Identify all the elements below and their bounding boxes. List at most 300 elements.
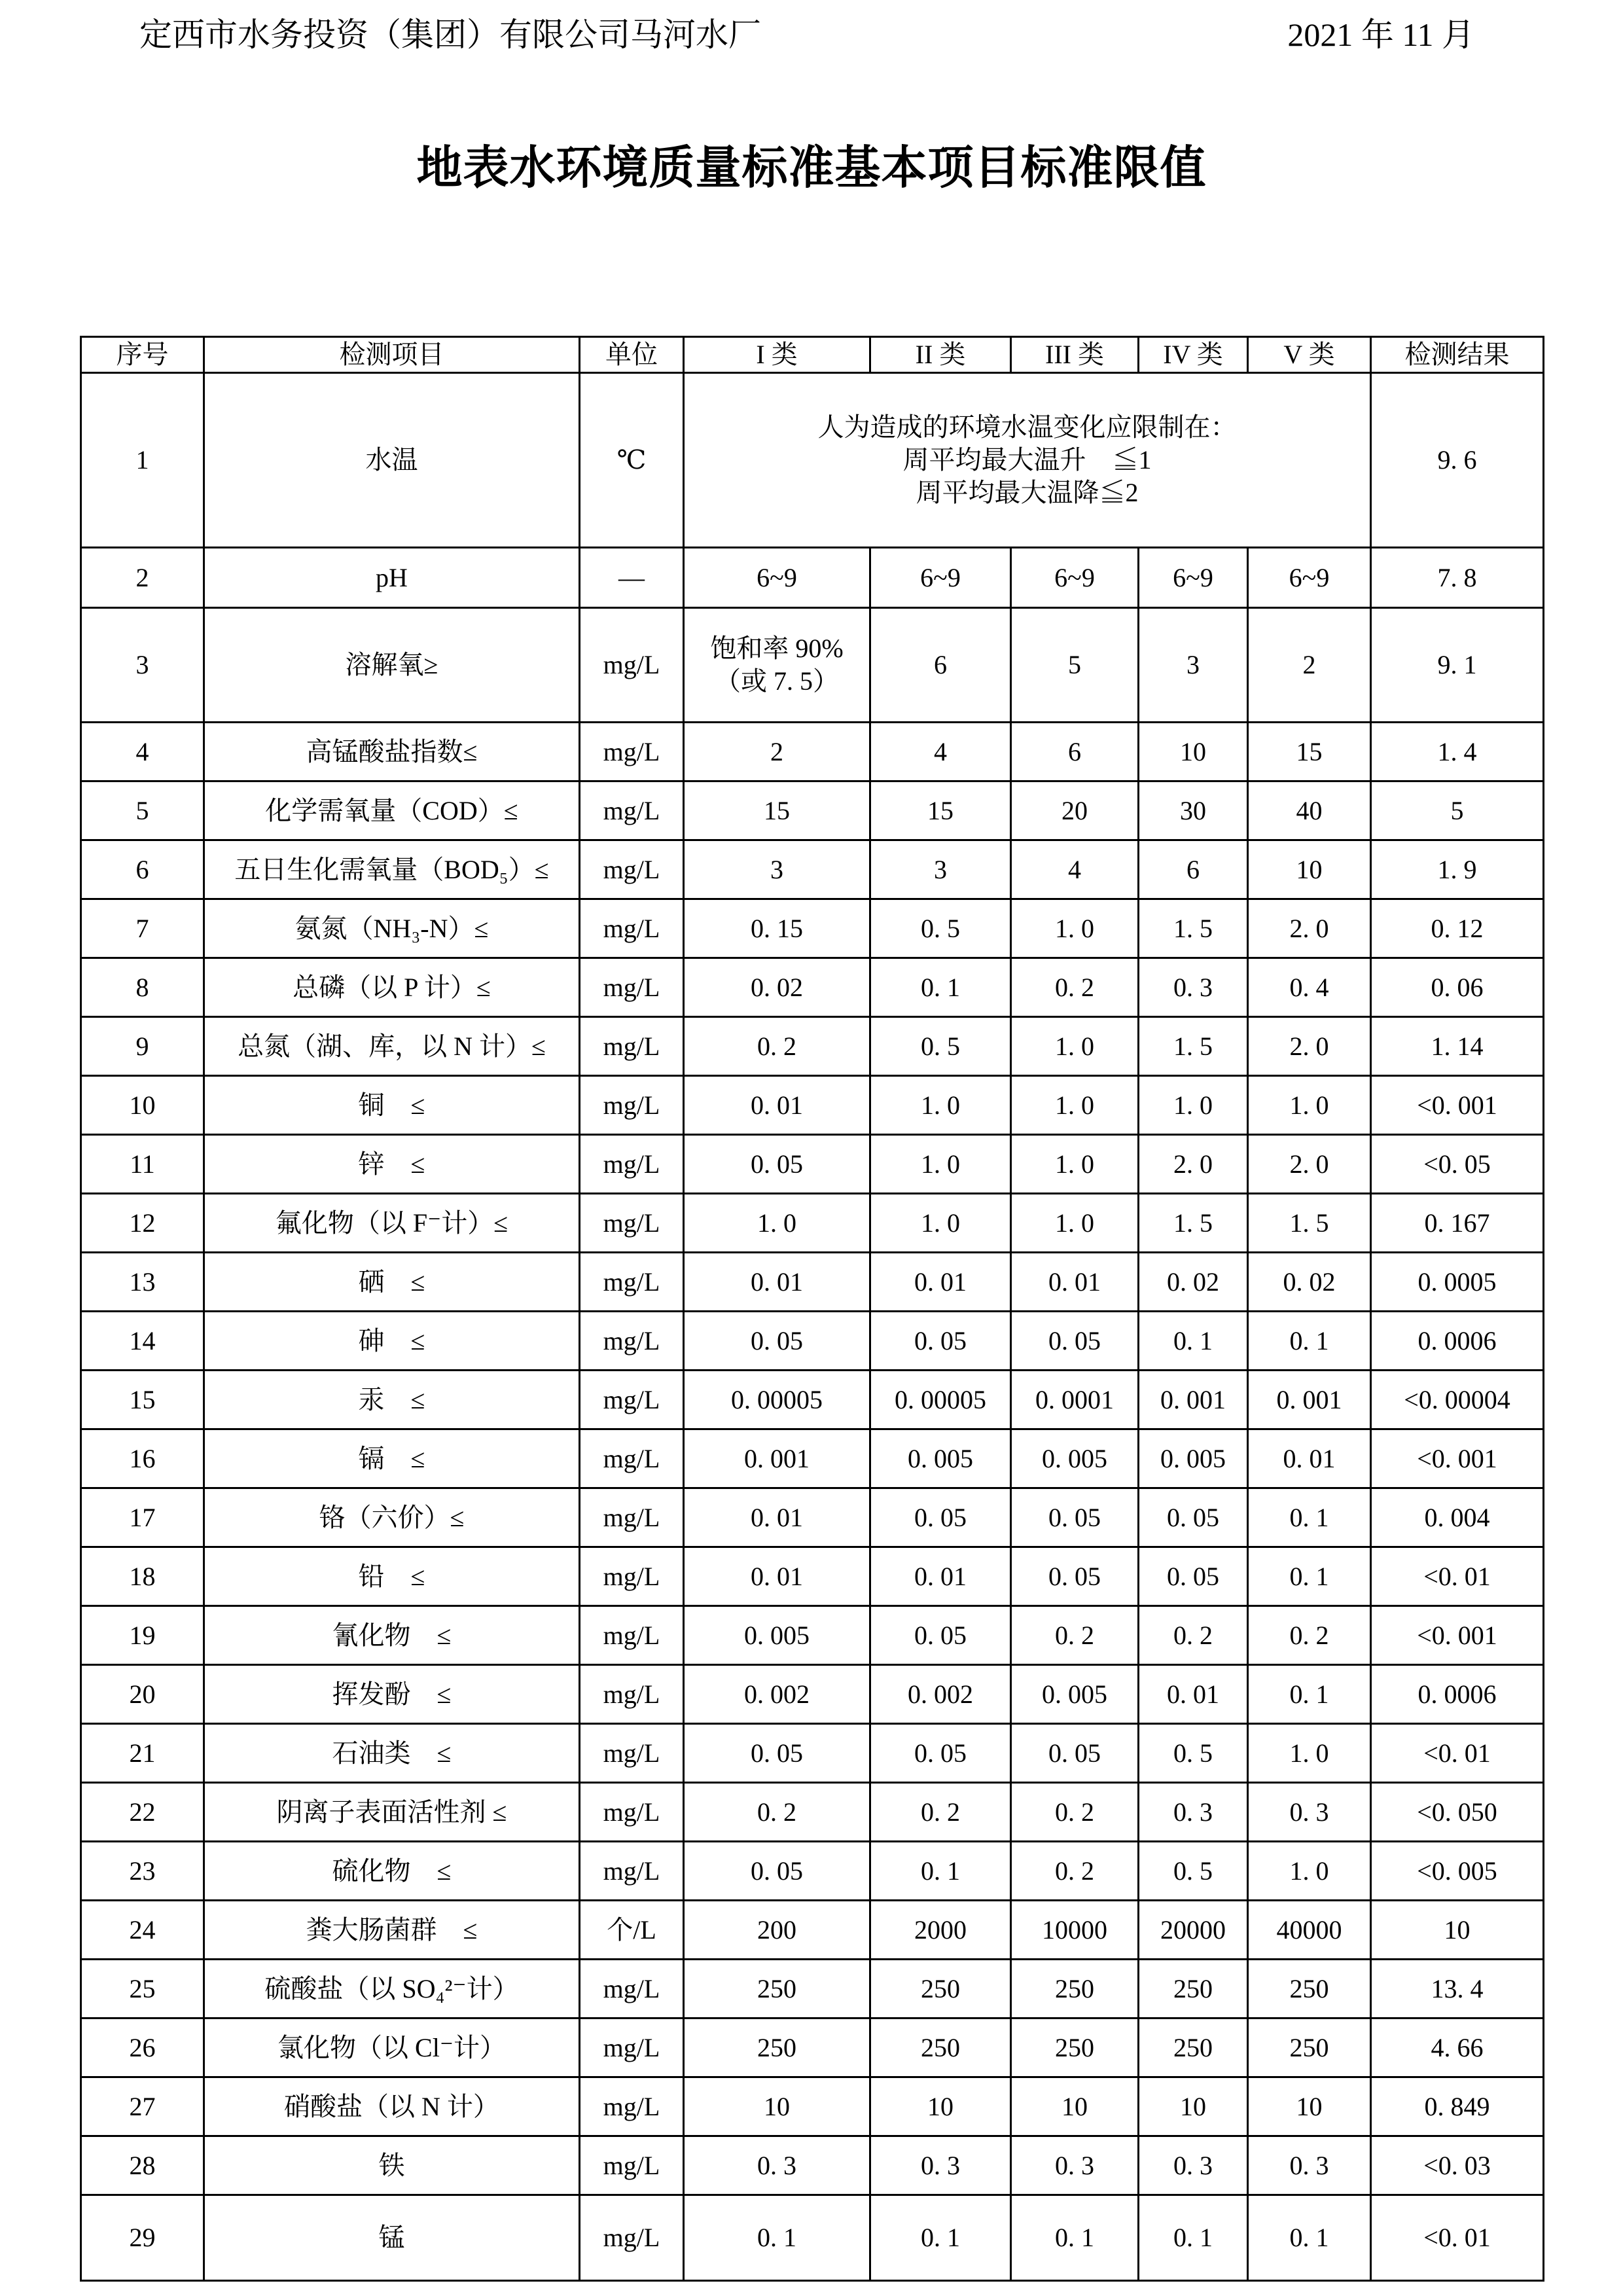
cell-class-1: 0. 00005 bbox=[684, 1371, 870, 1429]
cell-unit: mg/L bbox=[580, 2136, 684, 2195]
col-header-class3: III 类 bbox=[1011, 337, 1139, 373]
cell-class-5: 0. 1 bbox=[1248, 1547, 1371, 1606]
cell-class-3: 250 bbox=[1011, 1960, 1139, 2018]
page-header bbox=[139, 14, 1474, 55]
cell-class-5: 250 bbox=[1248, 2018, 1371, 2077]
cell-seq: 15 bbox=[81, 1371, 204, 1429]
cell-seq: 23 bbox=[81, 1842, 204, 1901]
cell-class-2: 0. 1 bbox=[870, 958, 1011, 1017]
cell-class-4: 0. 3 bbox=[1139, 1783, 1248, 1842]
cell-class-2: 0. 005 bbox=[870, 1429, 1011, 1488]
cell-class-4: 0. 1 bbox=[1139, 2195, 1248, 2281]
cell-item: 氨氮（NH₃-N）≤ bbox=[204, 899, 580, 958]
cell-unit: mg/L bbox=[580, 1076, 684, 1135]
cell-class-4: 0. 001 bbox=[1139, 1371, 1248, 1429]
cell-class-5: 0. 3 bbox=[1248, 2136, 1371, 2195]
cell-unit: mg/L bbox=[580, 1606, 684, 1665]
cell-class-5: 1. 0 bbox=[1248, 1724, 1371, 1783]
cell-class-2: 0. 00005 bbox=[870, 1371, 1011, 1429]
cell-class-1: 10 bbox=[684, 2077, 870, 2136]
cell-seq: 20 bbox=[81, 1665, 204, 1724]
cell-item: 氰化物 ≤ bbox=[204, 1606, 580, 1665]
cell-class-1 bbox=[684, 608, 870, 723]
cell-class-1: 0. 01 bbox=[684, 1076, 870, 1135]
table-row bbox=[81, 899, 1544, 958]
col-header-item: 检测项目 bbox=[204, 337, 580, 373]
table-row bbox=[81, 1371, 1544, 1429]
cell-item: 石油类 ≤ bbox=[204, 1724, 580, 1783]
cell-class-1: 3 bbox=[684, 840, 870, 899]
cell-result: 13. 4 bbox=[1371, 1960, 1544, 2018]
cell-seq: 24 bbox=[81, 1901, 204, 1960]
cell-result: 9. 6 bbox=[1371, 373, 1544, 548]
cell-class-5: 0. 1 bbox=[1248, 2195, 1371, 2281]
cell-class-3: 0. 01 bbox=[1011, 1253, 1139, 1312]
cell-class-2: 0. 05 bbox=[870, 1312, 1011, 1371]
cell-class-3: 0. 05 bbox=[1011, 1488, 1139, 1547]
cell-class-4: 10 bbox=[1139, 2077, 1248, 2136]
cell-seq: 28 bbox=[81, 2136, 204, 2195]
cell-class-2: 1. 0 bbox=[870, 1194, 1011, 1253]
cell-item: 阴离子表面活性剂 ≤ bbox=[204, 1783, 580, 1842]
cell-seq: 18 bbox=[81, 1547, 204, 1606]
table-row bbox=[81, 1665, 1544, 1724]
cell-result: 1. 14 bbox=[1371, 1017, 1544, 1076]
cell-class-5: 0. 3 bbox=[1248, 1783, 1371, 1842]
table-row bbox=[81, 1017, 1544, 1076]
cell-item: 镉 ≤ bbox=[204, 1429, 580, 1488]
cell-unit: mg/L bbox=[580, 1665, 684, 1724]
cell-item: 总氮（湖、库，以 N 计）≤ bbox=[204, 1017, 580, 1076]
cell-class-1: 0. 1 bbox=[684, 2195, 870, 2281]
cell-class-2: 6~9 bbox=[870, 548, 1011, 608]
cell-item: 高锰酸盐指数≤ bbox=[204, 723, 580, 781]
table-row bbox=[81, 1488, 1544, 1547]
cell-unit: mg/L bbox=[580, 899, 684, 958]
cell-class-3: 250 bbox=[1011, 2018, 1139, 2077]
cell-class-1: 0. 01 bbox=[684, 1253, 870, 1312]
cell-class-5: 1. 0 bbox=[1248, 1842, 1371, 1901]
cell-class-3: 1. 0 bbox=[1011, 1194, 1139, 1253]
cell-item: 汞 ≤ bbox=[204, 1371, 580, 1429]
cell-class-1: 0. 005 bbox=[684, 1606, 870, 1665]
cell-item: 硒 ≤ bbox=[204, 1253, 580, 1312]
cell-item: 挥发酚 ≤ bbox=[204, 1665, 580, 1724]
cell-item: 溶解氧≥ bbox=[204, 608, 580, 723]
table-row bbox=[81, 548, 1544, 608]
cell-class-3: 1. 0 bbox=[1011, 1135, 1139, 1194]
cell-seq: 7 bbox=[81, 899, 204, 958]
cell-class-1: 0. 05 bbox=[684, 1135, 870, 1194]
cell-class-2: 0. 3 bbox=[870, 2136, 1011, 2195]
cell-class-3: 1. 0 bbox=[1011, 1017, 1139, 1076]
table-header bbox=[81, 337, 1544, 373]
cell-class-5: 0. 1 bbox=[1248, 1665, 1371, 1724]
cell-result: 0. 849 bbox=[1371, 2077, 1544, 2136]
cell-item: 锰 bbox=[204, 2195, 580, 2281]
cell-class-3: 6~9 bbox=[1011, 548, 1139, 608]
table-row bbox=[81, 840, 1544, 899]
cell-class-2: 0. 5 bbox=[870, 899, 1011, 958]
cell-class-1: 0. 05 bbox=[684, 1842, 870, 1901]
cell-class-4: 20000 bbox=[1139, 1901, 1248, 1960]
cell-result: <0. 05 bbox=[1371, 1135, 1544, 1194]
cell-result: 7. 8 bbox=[1371, 548, 1544, 608]
cell-class-3: 6 bbox=[1011, 723, 1139, 781]
cell-class-2: 0. 01 bbox=[870, 1253, 1011, 1312]
report-date: 2021 年 11 月 bbox=[1287, 16, 1474, 53]
cell-result: 0. 06 bbox=[1371, 958, 1544, 1017]
cell-class-1: 0. 05 bbox=[684, 1312, 870, 1371]
table-row bbox=[81, 1901, 1544, 1960]
cell-class-5: 1. 0 bbox=[1248, 1076, 1371, 1135]
cell-class-2: 0. 1 bbox=[870, 2195, 1011, 2281]
table-row bbox=[81, 1194, 1544, 1253]
cell-class-2: 250 bbox=[870, 1960, 1011, 2018]
cell-result: 1. 9 bbox=[1371, 840, 1544, 899]
cell-class-1: 0. 2 bbox=[684, 1783, 870, 1842]
table-row bbox=[81, 1135, 1544, 1194]
cell-unit: mg/L bbox=[580, 723, 684, 781]
cell-item: 硫酸盐（以 SO₄²⁻计） bbox=[204, 1960, 580, 2018]
cell-seq: 29 bbox=[81, 2195, 204, 2281]
cell-class-4: 0. 3 bbox=[1139, 958, 1248, 1017]
cell-class-3: 20 bbox=[1011, 781, 1139, 840]
cell-class-2: 6 bbox=[870, 608, 1011, 723]
cell-class-1: 0. 001 bbox=[684, 1429, 870, 1488]
cell-item: 水温 bbox=[204, 373, 580, 548]
cell-class-5: 0. 4 bbox=[1248, 958, 1371, 1017]
cell-result: 0. 004 bbox=[1371, 1488, 1544, 1547]
cell-result: <0. 005 bbox=[1371, 1842, 1544, 1901]
cell-class-3: 0. 005 bbox=[1011, 1665, 1139, 1724]
cell-class-5: 10 bbox=[1248, 840, 1371, 899]
cell-seq: 1 bbox=[81, 373, 204, 548]
cell-unit: mg/L bbox=[580, 1135, 684, 1194]
cell-class-3: 0. 005 bbox=[1011, 1429, 1139, 1488]
cell-class-4: 0. 005 bbox=[1139, 1429, 1248, 1488]
cell-class-3: 0. 05 bbox=[1011, 1547, 1139, 1606]
cell-class-4: 250 bbox=[1139, 1960, 1248, 2018]
cell-class-1: 1. 0 bbox=[684, 1194, 870, 1253]
cell-result: <0. 001 bbox=[1371, 1076, 1544, 1135]
cell-unit: mg/L bbox=[580, 1017, 684, 1076]
cell-unit: mg/L bbox=[580, 1842, 684, 1901]
cell-unit: ℃ bbox=[580, 373, 684, 548]
table-row bbox=[81, 2018, 1544, 2077]
cell-class-4: 1. 5 bbox=[1139, 1017, 1248, 1076]
cell-unit: — bbox=[580, 548, 684, 608]
cell-class-3: 0. 0001 bbox=[1011, 1371, 1139, 1429]
cell-unit: mg/L bbox=[580, 608, 684, 723]
cell-class-4: 30 bbox=[1139, 781, 1248, 840]
cell-class-5: 0. 1 bbox=[1248, 1488, 1371, 1547]
cell-class-1: 0. 01 bbox=[684, 1547, 870, 1606]
col-header-class4: IV 类 bbox=[1139, 337, 1248, 373]
cell-item: 氯化物（以 Cl⁻计） bbox=[204, 2018, 580, 2077]
cell-result: 0. 0006 bbox=[1371, 1665, 1544, 1724]
cell-class-2: 0. 01 bbox=[870, 1547, 1011, 1606]
page-title: 地表水环境质量标准基本项目标准限值 bbox=[416, 143, 1207, 194]
cell-result: 10 bbox=[1371, 1901, 1544, 1960]
cell-class-4: 0. 5 bbox=[1139, 1842, 1248, 1901]
cell-result: 0. 0006 bbox=[1371, 1312, 1544, 1371]
cell-item: 铜 ≤ bbox=[204, 1076, 580, 1135]
cell-class-3: 10 bbox=[1011, 2077, 1139, 2136]
cell-unit: mg/L bbox=[580, 781, 684, 840]
table-row bbox=[81, 2195, 1544, 2281]
cell-class-2: 4 bbox=[870, 723, 1011, 781]
cell-class-2: 3 bbox=[870, 840, 1011, 899]
cell-result: <0. 01 bbox=[1371, 2195, 1544, 2281]
cell-unit: mg/L bbox=[580, 958, 684, 1017]
col-header-seq: 序号 bbox=[81, 337, 204, 373]
cell-class-5: 2. 0 bbox=[1248, 1017, 1371, 1076]
cell-item: 硝酸盐（以 N 计） bbox=[204, 2077, 580, 2136]
cell-class-1: 200 bbox=[684, 1901, 870, 1960]
cell-class-5: 15 bbox=[1248, 723, 1371, 781]
cell-class-4: 1. 5 bbox=[1139, 899, 1248, 958]
col-header-result: 检测结果 bbox=[1371, 337, 1544, 373]
cell-class-1: 0. 3 bbox=[684, 2136, 870, 2195]
table-row bbox=[81, 1076, 1544, 1135]
cell-note-line: 人为造成的环境水温变化应限制在： bbox=[817, 412, 1237, 442]
cell-unit: mg/L bbox=[580, 2195, 684, 2281]
cell-class-1: 250 bbox=[684, 2018, 870, 2077]
cell-unit: mg/L bbox=[580, 840, 684, 899]
header-row bbox=[81, 337, 1544, 373]
cell-class-3: 0. 05 bbox=[1011, 1724, 1139, 1783]
table-row bbox=[81, 1960, 1544, 2018]
cell-class-2: 0. 1 bbox=[870, 1842, 1011, 1901]
table-row bbox=[81, 1312, 1544, 1371]
cell-unit: mg/L bbox=[580, 1194, 684, 1253]
cell-result: 1. 4 bbox=[1371, 723, 1544, 781]
table-body bbox=[81, 373, 1544, 2281]
table-row bbox=[81, 1429, 1544, 1488]
table-row bbox=[81, 1783, 1544, 1842]
cell-class-5: 250 bbox=[1248, 1960, 1371, 2018]
cell-class-1: 0. 2 bbox=[684, 1017, 870, 1076]
cell-class-4: 0. 1 bbox=[1139, 1312, 1248, 1371]
cell-unit: mg/L bbox=[580, 1429, 684, 1488]
cell-result: 4. 66 bbox=[1371, 2018, 1544, 2077]
cell-item: 氟化物（以 F⁻计）≤ bbox=[204, 1194, 580, 1253]
cell-class-2: 250 bbox=[870, 2018, 1011, 2077]
cell-seq: 17 bbox=[81, 1488, 204, 1547]
cell-seq: 10 bbox=[81, 1076, 204, 1135]
cell-class-1: 2 bbox=[684, 723, 870, 781]
cell-item: 五日生化需氧量（BOD₅）≤ bbox=[204, 840, 580, 899]
cell-seq: 6 bbox=[81, 840, 204, 899]
table-row bbox=[81, 608, 1544, 723]
cell-seq: 4 bbox=[81, 723, 204, 781]
cell-item: 铬（六价）≤ bbox=[204, 1488, 580, 1547]
cell-result: <0. 01 bbox=[1371, 1724, 1544, 1783]
cell-note-line: 周平均最大温降≦2 bbox=[916, 478, 1139, 507]
table-row bbox=[81, 1842, 1544, 1901]
cell-class-4: 250 bbox=[1139, 2018, 1248, 2077]
cell-item: 砷 ≤ bbox=[204, 1312, 580, 1371]
cell-class-1: 15 bbox=[684, 781, 870, 840]
cell-class-5: 0. 2 bbox=[1248, 1606, 1371, 1665]
cell-seq: 13 bbox=[81, 1253, 204, 1312]
table-row bbox=[81, 2136, 1544, 2195]
cell-class-1: 0. 01 bbox=[684, 1488, 870, 1547]
cell-seq: 5 bbox=[81, 781, 204, 840]
cell-class-5: 2. 0 bbox=[1248, 1135, 1371, 1194]
cell-class-2: 10 bbox=[870, 2077, 1011, 2136]
cell-note bbox=[684, 373, 1371, 548]
cell-class-3: 10000 bbox=[1011, 1901, 1139, 1960]
cell-class-4: 6 bbox=[1139, 840, 1248, 899]
cell-result: <0. 00004 bbox=[1371, 1371, 1544, 1429]
cell-unit: 个/L bbox=[580, 1901, 684, 1960]
cell-class-2: 0. 05 bbox=[870, 1724, 1011, 1783]
cell-class-3: 0. 2 bbox=[1011, 1606, 1139, 1665]
cell-class-1: 6~9 bbox=[684, 548, 870, 608]
cell-class-4: 6~9 bbox=[1139, 548, 1248, 608]
cell-class-2: 15 bbox=[870, 781, 1011, 840]
cell-class-4: 2. 0 bbox=[1139, 1135, 1248, 1194]
cell-class-3: 0. 05 bbox=[1011, 1312, 1139, 1371]
cell-unit: mg/L bbox=[580, 1253, 684, 1312]
cell-unit: mg/L bbox=[580, 1960, 684, 2018]
cell-seq: 22 bbox=[81, 1783, 204, 1842]
company-name: 定西市水务投资（集团）有限公司马河水厂 bbox=[139, 16, 761, 53]
cell-seq: 9 bbox=[81, 1017, 204, 1076]
cell-note-line: 周平均最大温升 ≦1 bbox=[902, 445, 1152, 475]
cell-class-4: 0. 02 bbox=[1139, 1253, 1248, 1312]
cell-class-4: 0. 3 bbox=[1139, 2136, 1248, 2195]
cell-seq: 8 bbox=[81, 958, 204, 1017]
table-row bbox=[81, 781, 1544, 840]
cell-result: 9. 1 bbox=[1371, 608, 1544, 723]
cell-seq: 3 bbox=[81, 608, 204, 723]
cell-class-5: 0. 1 bbox=[1248, 1312, 1371, 1371]
cell-class-4: 1. 5 bbox=[1139, 1194, 1248, 1253]
cell-class-2: 1. 0 bbox=[870, 1135, 1011, 1194]
cell-class-4: 0. 05 bbox=[1139, 1488, 1248, 1547]
cell-class-2: 2000 bbox=[870, 1901, 1011, 1960]
cell-result: <0. 001 bbox=[1371, 1606, 1544, 1665]
cell-seq: 21 bbox=[81, 1724, 204, 1783]
cell-class-4: 1. 0 bbox=[1139, 1076, 1248, 1135]
cell-item: 铁 bbox=[204, 2136, 580, 2195]
cell-class-3: 1. 0 bbox=[1011, 899, 1139, 958]
cell-class-5: 0. 02 bbox=[1248, 1253, 1371, 1312]
cell-class-3: 4 bbox=[1011, 840, 1139, 899]
cell-class-3: 5 bbox=[1011, 608, 1139, 723]
cell-result: 0. 12 bbox=[1371, 899, 1544, 958]
cell-class-5: 6~9 bbox=[1248, 548, 1371, 608]
cell-seq: 2 bbox=[81, 548, 204, 608]
cell-class-1: 0. 02 bbox=[684, 958, 870, 1017]
cell-class-3: 1. 0 bbox=[1011, 1076, 1139, 1135]
cell-seq: 26 bbox=[81, 2018, 204, 2077]
cell-item: 硫化物 ≤ bbox=[204, 1842, 580, 1901]
cell-item: 铅 ≤ bbox=[204, 1547, 580, 1606]
cell-class-4: 0. 01 bbox=[1139, 1665, 1248, 1724]
cell-result: <0. 050 bbox=[1371, 1783, 1544, 1842]
cell-class-2: 1. 0 bbox=[870, 1076, 1011, 1135]
cell-class-5: 10 bbox=[1248, 2077, 1371, 2136]
cell-result: 5 bbox=[1371, 781, 1544, 840]
cell-class-3: 0. 2 bbox=[1011, 1842, 1139, 1901]
cell-class-4: 0. 05 bbox=[1139, 1547, 1248, 1606]
cell-class-3: 0. 1 bbox=[1011, 2195, 1139, 2281]
table-row bbox=[81, 958, 1544, 1017]
cell-class-3: 0. 2 bbox=[1011, 1783, 1139, 1842]
cell-seq: 12 bbox=[81, 1194, 204, 1253]
cell-class-5: 40000 bbox=[1248, 1901, 1371, 1960]
table-row bbox=[81, 1724, 1544, 1783]
cell-unit: mg/L bbox=[580, 1312, 684, 1371]
cell-class-2: 0. 05 bbox=[870, 1488, 1011, 1547]
cell-class-2: 0. 5 bbox=[870, 1017, 1011, 1076]
cell-seq: 11 bbox=[81, 1135, 204, 1194]
cell-result: 0. 0005 bbox=[1371, 1253, 1544, 1312]
cell-class-2: 0. 2 bbox=[870, 1783, 1011, 1842]
cell-class-1: 0. 15 bbox=[684, 899, 870, 958]
cell-unit: mg/L bbox=[580, 2077, 684, 2136]
cell-class-4: 0. 5 bbox=[1139, 1724, 1248, 1783]
cell-class-4: 3 bbox=[1139, 608, 1248, 723]
cell-class-2: 0. 05 bbox=[870, 1606, 1011, 1665]
cell-unit: mg/L bbox=[580, 2018, 684, 2077]
cell-unit: mg/L bbox=[580, 1371, 684, 1429]
cell-unit: mg/L bbox=[580, 1783, 684, 1842]
col-header-unit: 单位 bbox=[580, 337, 684, 373]
cell-class-1-line: （或 7. 5） bbox=[715, 666, 839, 696]
cell-class-1: 250 bbox=[684, 1960, 870, 2018]
cell-class-5: 40 bbox=[1248, 781, 1371, 840]
cell-class-2: 0. 002 bbox=[870, 1665, 1011, 1724]
cell-unit: mg/L bbox=[580, 1547, 684, 1606]
cell-class-1-line: 饱和率 90% bbox=[710, 634, 844, 663]
cell-class-3: 0. 2 bbox=[1011, 958, 1139, 1017]
standards-table bbox=[80, 336, 1544, 2282]
table-row bbox=[81, 1253, 1544, 1312]
cell-unit: mg/L bbox=[580, 1724, 684, 1783]
cell-class-5: 0. 01 bbox=[1248, 1429, 1371, 1488]
col-header-class1: I 类 bbox=[684, 337, 870, 373]
table-row bbox=[81, 723, 1544, 781]
cell-result: <0. 001 bbox=[1371, 1429, 1544, 1488]
cell-class-4: 0. 2 bbox=[1139, 1606, 1248, 1665]
cell-class-4: 10 bbox=[1139, 723, 1248, 781]
table-row bbox=[81, 1547, 1544, 1606]
cell-item: 总磷（以 P 计）≤ bbox=[204, 958, 580, 1017]
col-header-class5: V 类 bbox=[1248, 337, 1371, 373]
col-header-class2: II 类 bbox=[870, 337, 1011, 373]
cell-item: pH bbox=[204, 548, 580, 608]
cell-class-5: 0. 001 bbox=[1248, 1371, 1371, 1429]
table-row bbox=[81, 1606, 1544, 1665]
cell-seq: 14 bbox=[81, 1312, 204, 1371]
table-row bbox=[81, 373, 1544, 548]
cell-class-5: 1. 5 bbox=[1248, 1194, 1371, 1253]
cell-seq: 16 bbox=[81, 1429, 204, 1488]
cell-item: 锌 ≤ bbox=[204, 1135, 580, 1194]
cell-class-1: 0. 05 bbox=[684, 1724, 870, 1783]
table-row bbox=[81, 2077, 1544, 2136]
cell-result: <0. 03 bbox=[1371, 2136, 1544, 2195]
cell-unit: mg/L bbox=[580, 1488, 684, 1547]
cell-seq: 25 bbox=[81, 1960, 204, 2018]
cell-class-5: 2. 0 bbox=[1248, 899, 1371, 958]
cell-class-3: 0. 3 bbox=[1011, 2136, 1139, 2195]
